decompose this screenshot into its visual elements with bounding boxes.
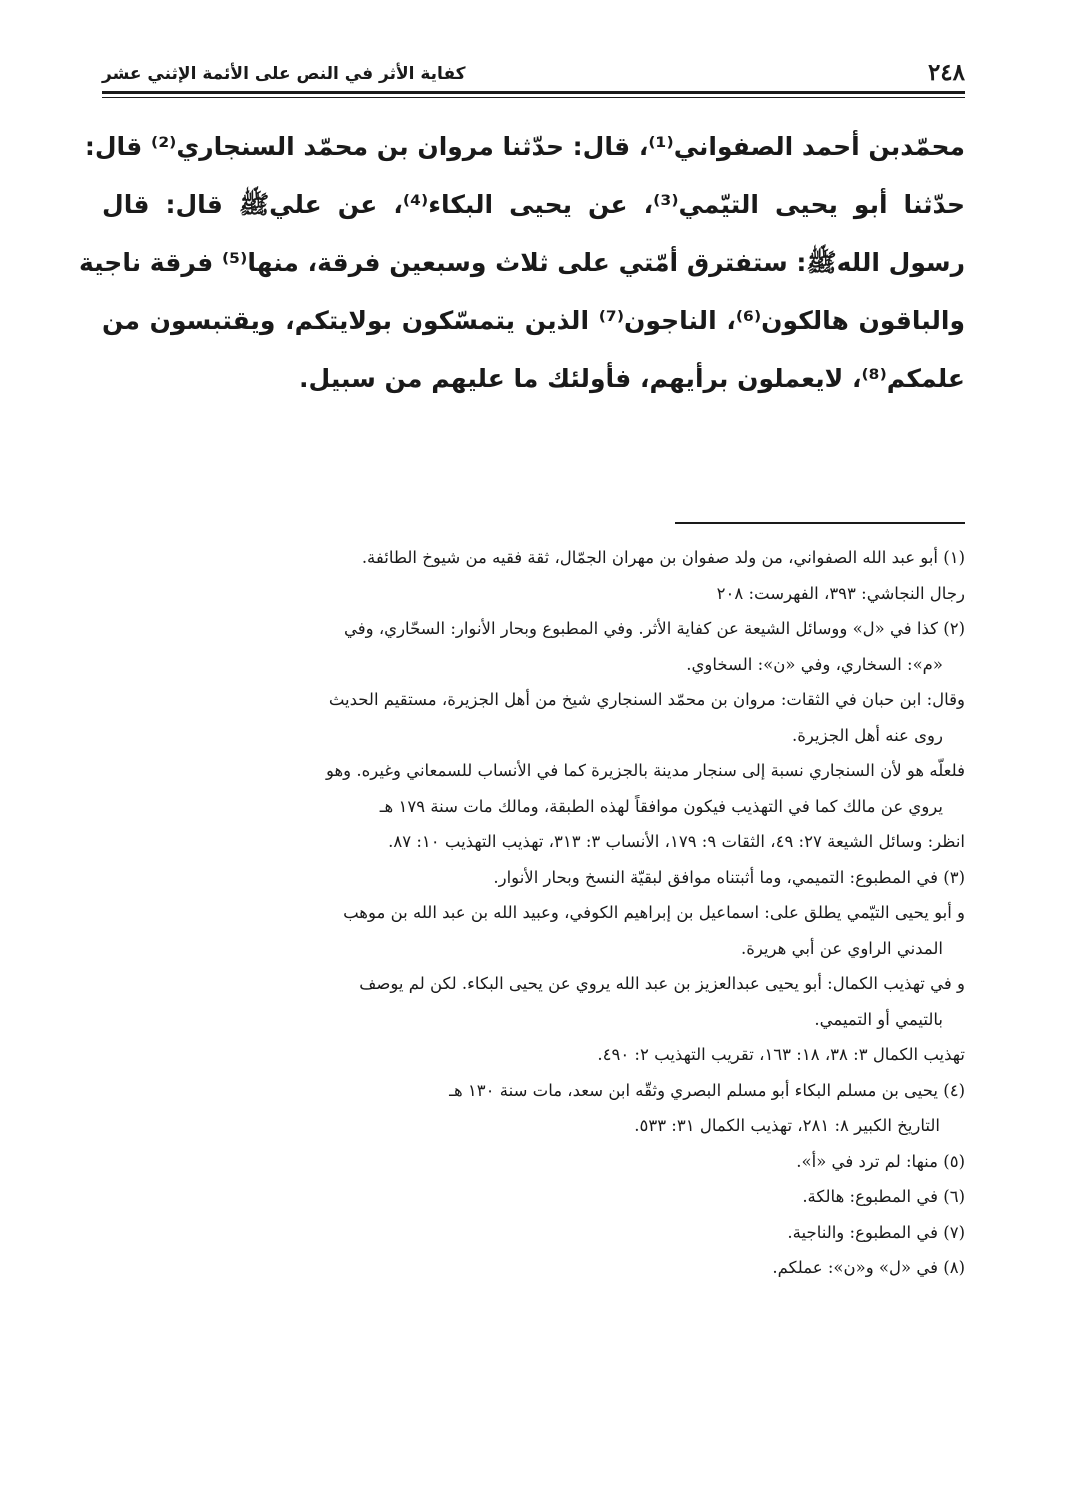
footnote-line: (٧) في المطبوع: والناجية. — [787, 1222, 965, 1242]
footnote-line: «م»: السخاري، وفي «ن»: السخاوي. — [686, 654, 943, 674]
hadith-text — [78, 118, 965, 408]
main-text-line: رسول اللهﷺ: ستفترق أمّتي على ثلاث وسبعين فرقة، منها⁽⁵⁾ فرقة ناجية — [78, 248, 965, 277]
header-rule-thin — [102, 97, 965, 98]
footnote-line: المدني الراوي عن أبي هريرة. — [740, 938, 943, 958]
footnote-line: رجال النجاشي: ٣٩٣، الفهرست: ٢٠٨ — [716, 583, 965, 603]
footnotes — [102, 540, 965, 1286]
main-text-line: علمكم⁽⁸⁾، لايعملون برأيهم، فأولئك ما عليهم من سبيل. — [299, 364, 965, 393]
footnote-line: روى عنه أهل الجزيرة. — [792, 725, 943, 745]
footnote-line: و أبو يحيى التيّمي يطلق على: اسماعيل بن إبراهيم الكوفي، وعبيد الله بن عبد الله بن موهب — [343, 903, 965, 922]
page-number: ٢٤٨ — [927, 59, 965, 86]
running-title: كفاية الأثر في النص على الأئمة الإثني عشر — [102, 64, 466, 84]
footnote-line: تهذيب الكمال ٣: ٣٨، ١٨: ١٦٣، تقريب التهذيب ٢: ٤٩٠. — [597, 1045, 965, 1064]
main-text-line: حدّثنا أبو يحيى التيّمي⁽³⁾، عن يحيى البكاء⁽⁴⁾، عن عليﷺ قال: قال — [102, 190, 965, 219]
footnote-line: (٤) يحيى بن مسلم البكاء أبو مسلم البصري وثقّه ابن سعد، مات سنة ١٣٠ هـ — [449, 1080, 965, 1100]
page-header — [102, 48, 965, 88]
footnote-separator — [675, 522, 965, 524]
footnote-line: يروي عن مالك كما في التهذيب فيكون موافقاً لهذه الطبقة، ومالك مات سنة ١٧٩ هـ — [379, 796, 943, 816]
footnote-line: (١) أبو عبد الله الصفواني، من ولد صفوان بن مهران الجمّال، ثقة فقيه من شيوخ الطائفة. — [361, 548, 965, 567]
main-text-line: محمّدبن أحمد الصفواني⁽¹⁾، قال: حدّثنا مروان بن محمّد السنجاري⁽²⁾ قال: — [84, 132, 965, 161]
main-text-line: والباقون هالكون⁽⁶⁾، الناجون⁽⁷⁾ الذين يتمسّكون بولايتكم، ويقتبسون من — [102, 306, 965, 335]
footnote-line: وقال: ابن حبان في الثقات: مروان بن محمّد السنجاري شيخ من أهل الجزيرة، مستقيم الحديث — [328, 690, 965, 709]
footnote-line: بالتيمي أو التميمي. — [814, 1009, 943, 1029]
footnote-line: (٥) منها: لم ترد في «أ». — [796, 1151, 965, 1171]
footnote-line: انظر: وسائل الشيعة ٢٧: ٤٩، الثقات ٩: ١٧٩، الأنساب ٣: ٣١٣، تهذيب التهذيب ١٠: ٨٧. — [388, 832, 965, 851]
header-rule-thick — [102, 91, 965, 94]
footnote-line: فلعلّه هو لأن السنجاري نسبة إلى سنجار مدينة بالجزيرة كما في الأنساب للسمعاني وغيره. وهو — [325, 761, 965, 780]
footnote-line: التاريخ الكبير ٨: ٢٨١، تهذيب الكمال ٣١: ٥٣٣. — [634, 1116, 940, 1135]
footnote-line: (٣) في المطبوع: التميمي، وما أثبتناه موافق لبقيّة النسخ وبحار الأنوار. — [493, 867, 965, 887]
footnote-line: (٢) كذا في «ل» ووسائل الشيعة عن كفاية الأثر. وفي المطبوع وبحار الأنوار: السحّاري، وفي — [344, 619, 965, 638]
footnote-line: (٦) في المطبوع: هالكة. — [802, 1187, 965, 1206]
footnote-line: (٨) في «ل» و«ن»: عملكم. — [772, 1258, 965, 1277]
footnote-line: و في تهذيب الكمال: أبو يحيى عبدالعزيز بن عبد الله يروي عن يحيى البكاء. لكن لم يوصف — [359, 974, 965, 993]
